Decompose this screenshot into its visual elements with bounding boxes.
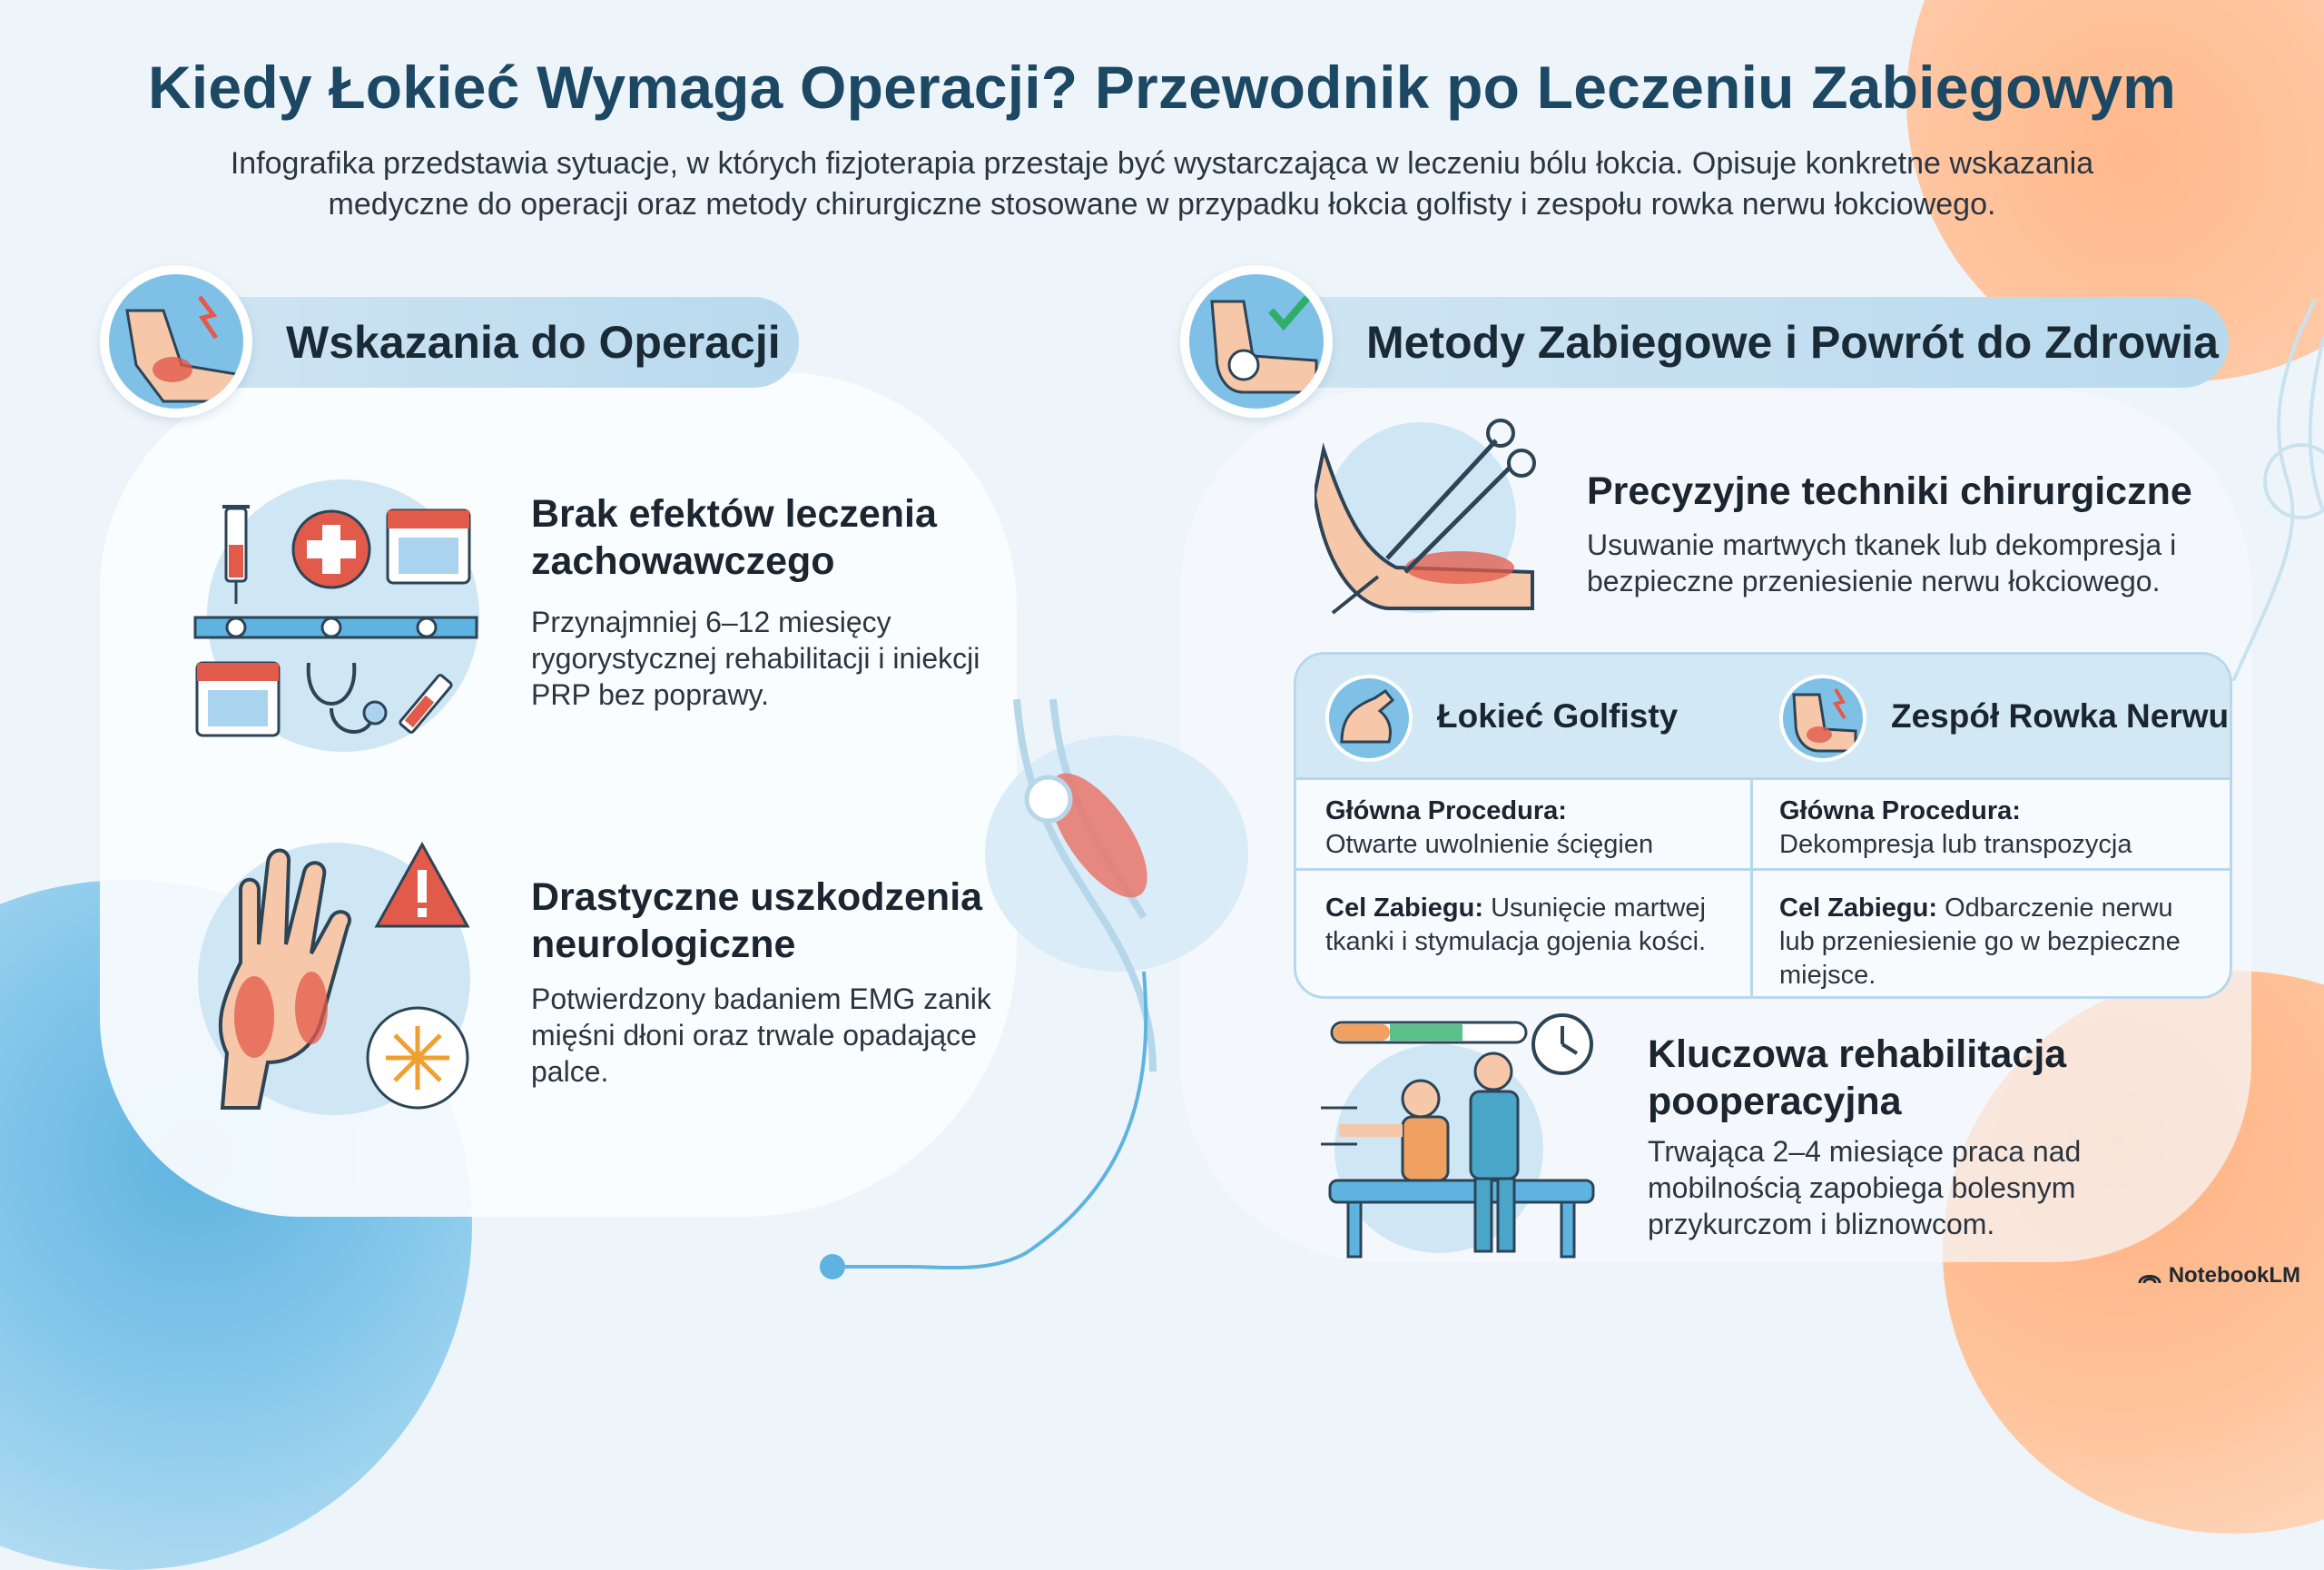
progress-bar-icon [1332, 1022, 1526, 1042]
hand-nerve-illustration [204, 835, 477, 1126]
procedure-label: Główna Procedura: [1325, 796, 1567, 825]
table-header-golfer [1296, 655, 1750, 780]
elbow-pain-icon [109, 274, 243, 409]
table-row [1296, 874, 1750, 996]
warning-icon [377, 844, 468, 926]
rehab-text: Trwająca 2–4 miesiące praca nad mobilnością zapobiega bolesnym przykurczom i bliznowcom. [1648, 1135, 2082, 1240]
brand-logo [2138, 1263, 2300, 1289]
arm-flex-icon [1329, 678, 1409, 758]
syringe-icon [399, 674, 453, 733]
rehab-illustration [1321, 1008, 1602, 1262]
clock-icon [1533, 1015, 1591, 1073]
surgery-text: Usuwanie martwych tkanek lub dekompresja i bezpieczne przeniesienie nerwu łokciowego. [1587, 528, 2177, 597]
right-section-icon-wrap [1180, 265, 1333, 418]
left-section-icon-wrap [100, 265, 252, 418]
scissors-icon [1387, 420, 1534, 572]
table-column-golfer [1296, 655, 1753, 996]
page-subtitle: Infografika przedstawia sytuacje, w których fizjoterapia przestaje być wystarczająca w leczeniu bólu łokcia. Opisuje konkretne wskazania medyczne do operacji oraz metody chirurgiczne stosowane w przypadku łokcia golfisty i zespołu rowka nerwu łokciowego. [230, 146, 2094, 222]
nerve-goal: Odbarczenie nerwu lub przeniesienie go w bezpieczne miejsce. [1779, 894, 2181, 990]
medical-cross-icon [293, 511, 369, 588]
therapist-icon [1321, 1053, 1593, 1257]
left-item2-text: Potwierdzony badaniem EMG zanik mięśni dłoni oraz trwale opadające palce. [531, 982, 991, 1088]
elbow-check-icon [1189, 274, 1324, 409]
treatment-timeline-illustration [186, 490, 486, 754]
page-title: Kiedy Łokieć Wymaga Operacji? Przewodnik po Leczeniu Zabiegowym [148, 54, 2176, 121]
brand-name: NotebookLM [2168, 1263, 2300, 1288]
nerve-icon [368, 1008, 468, 1108]
left-section-header [182, 297, 799, 388]
golfer-elbow-heading: Łokieć Golfisty [1437, 697, 1679, 735]
left-item1-text: Przynajmniej 6–12 miesięcy rygorystycznej rehabilitacji i iniekcji PRP bez poprawy. [531, 606, 980, 711]
nerve-groove-heading: Zespół Rowka Nerwu [1891, 697, 2230, 735]
table-row [1750, 874, 2230, 996]
notebooklm-icon [2138, 1267, 2162, 1285]
right-section-header [1262, 297, 2229, 388]
golfer-goal: Usunięcie martwej tkanki i stymulacja gojenia kości. [1325, 894, 1707, 956]
surgery-illustration [1315, 413, 1551, 631]
left-item2-title: Drastyczne uszkodzenia neurologiczne [531, 875, 983, 966]
stethoscope-icon [309, 663, 386, 732]
left-item1-title: Brak efektów leczenia zachowawczego [531, 492, 937, 583]
golfer-procedure: Otwarte uwolnienie ścięgien [1325, 830, 1654, 859]
arm-outline-decoration [2215, 300, 2324, 681]
left-section-heading: Wskazania do Operacji [286, 317, 781, 368]
goal-label: Cel Zabiegu: [1779, 894, 1938, 923]
elbow-nerve-icon [1783, 678, 1863, 758]
comparison-table [1294, 652, 2232, 999]
procedure-label: Główna Procedura: [1779, 796, 2021, 825]
table-column-nerve [1750, 655, 2230, 996]
right-section-heading: Metody Zabiegowe i Powrót do Zdrowia [1366, 317, 2219, 368]
rehab-title: Kluczowa rehabilitacja pooperacyjna [1648, 1032, 2067, 1123]
nerve-groove-icon-wrap [1779, 675, 1866, 762]
hand-muscle-icon [221, 851, 350, 1109]
goal-label: Cel Zabiegu: [1325, 894, 1484, 923]
table-row [1750, 780, 2230, 871]
syringe-icon [222, 507, 250, 604]
nerve-procedure: Dekompresja lub transpozycja [1779, 830, 2132, 859]
calendar-icon [197, 663, 279, 736]
golfer-elbow-icon-wrap [1325, 675, 1413, 762]
surgery-title: Precyzyjne techniki chirurgiczne [1587, 469, 2192, 513]
table-header-nerve [1750, 655, 2230, 780]
connector-arm-illustration [808, 672, 1226, 1289]
calendar-icon [388, 510, 469, 583]
table-row [1296, 780, 1750, 871]
